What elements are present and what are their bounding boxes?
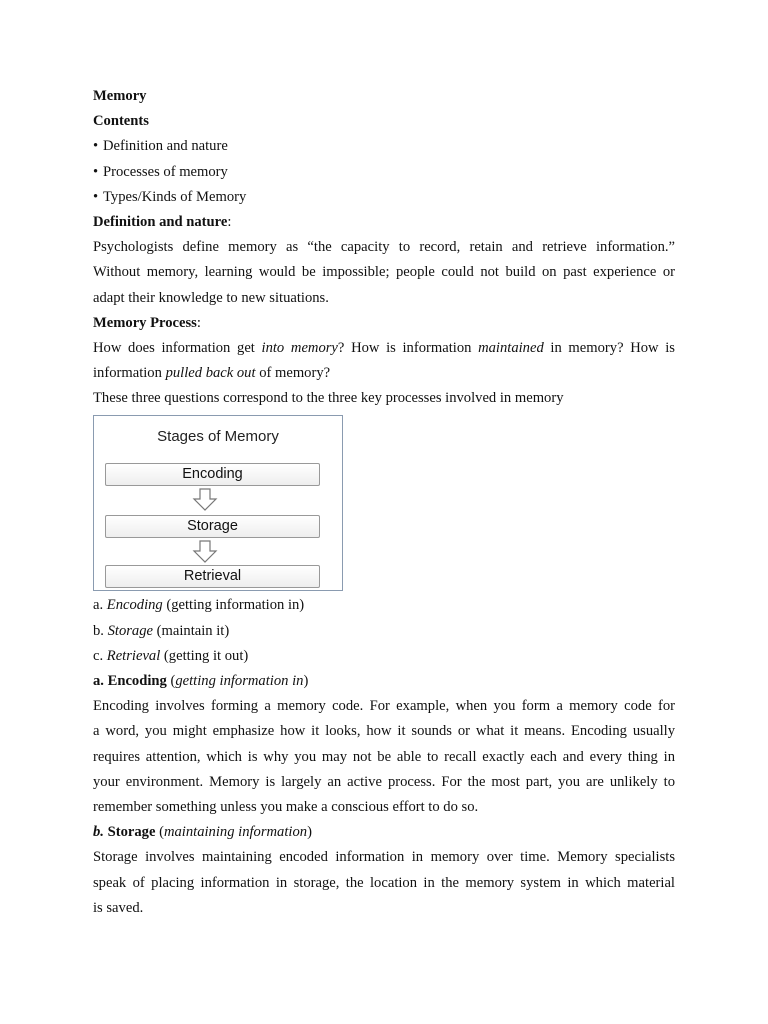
storage-line: Storage involves maintaining encoded information in memory over time. Memory specialists [93,849,675,866]
list-item: c. Retrieval (getting it out) [93,647,249,664]
bullet-item: • Processes of memory [93,160,675,185]
stage-box-retrieval: Retrieval [105,565,320,588]
list-item: b. Storage (maintain it) [93,622,230,639]
down-arrow-icon [192,540,218,564]
definition-line: Without memory, learning would be impossible; people could not build on past experience or [93,264,675,281]
process-question-line: How does information get into memory? How is information maintained in memory? How is [93,339,675,356]
storage-line: is saved. [93,899,144,916]
encoding-heading: a. Encoding (getting information in) [93,673,309,689]
down-arrow-icon [192,488,218,512]
encoding-line: remember something unless you make a conscious effort to do so. [93,798,479,815]
encoding-line: a word, you might emphasize how it looks, how it sounds or what it means. Encoding usually [93,723,675,740]
document-page [93,84,675,921]
definition-line: Psychologists define memory as “the capacity to record, retain and retrieve information.” [93,239,675,256]
document-title: Memory [93,88,147,104]
bullet-icon: • [93,188,99,205]
bullet-item: • Definition and nature [93,134,675,159]
encoding-line: your environment. Memory is largely an active process. For the most part, you are unlikely to [93,773,675,790]
storage-line: speak of placing information in storage, the location in the memory system in which material [93,874,675,891]
contents-heading: Contents [93,113,149,130]
list-item: a. Encoding (getting information in) [93,597,305,614]
process-heading: Memory Process: [93,314,201,331]
storage-heading: b. Storage (maintaining information) [93,824,312,841]
process-question-line: information pulled back out of memory? [93,365,331,382]
stage-box-storage: Storage [105,515,320,538]
encoding-line: requires attention, which is why you may not be able to recall exactly each and every thing in [93,748,675,765]
stages-of-memory-figure [93,415,343,591]
encoding-line: Encoding involves forming a memory code. For example, when you form a memory code for [93,698,675,715]
stage-box-encoding: Encoding [105,463,320,486]
bullet-icon: • [93,138,99,155]
figure-title: Stages of Memory [157,428,279,446]
definition-line: adapt their knowledge to new situations. [93,289,329,306]
bullet-icon: • [93,163,99,180]
definition-heading: Definition and nature: [93,213,232,230]
bullet-item: • Types/Kinds of Memory [93,185,675,210]
process-intro: These three questions correspond to the three key processes involved in memory [93,390,564,407]
